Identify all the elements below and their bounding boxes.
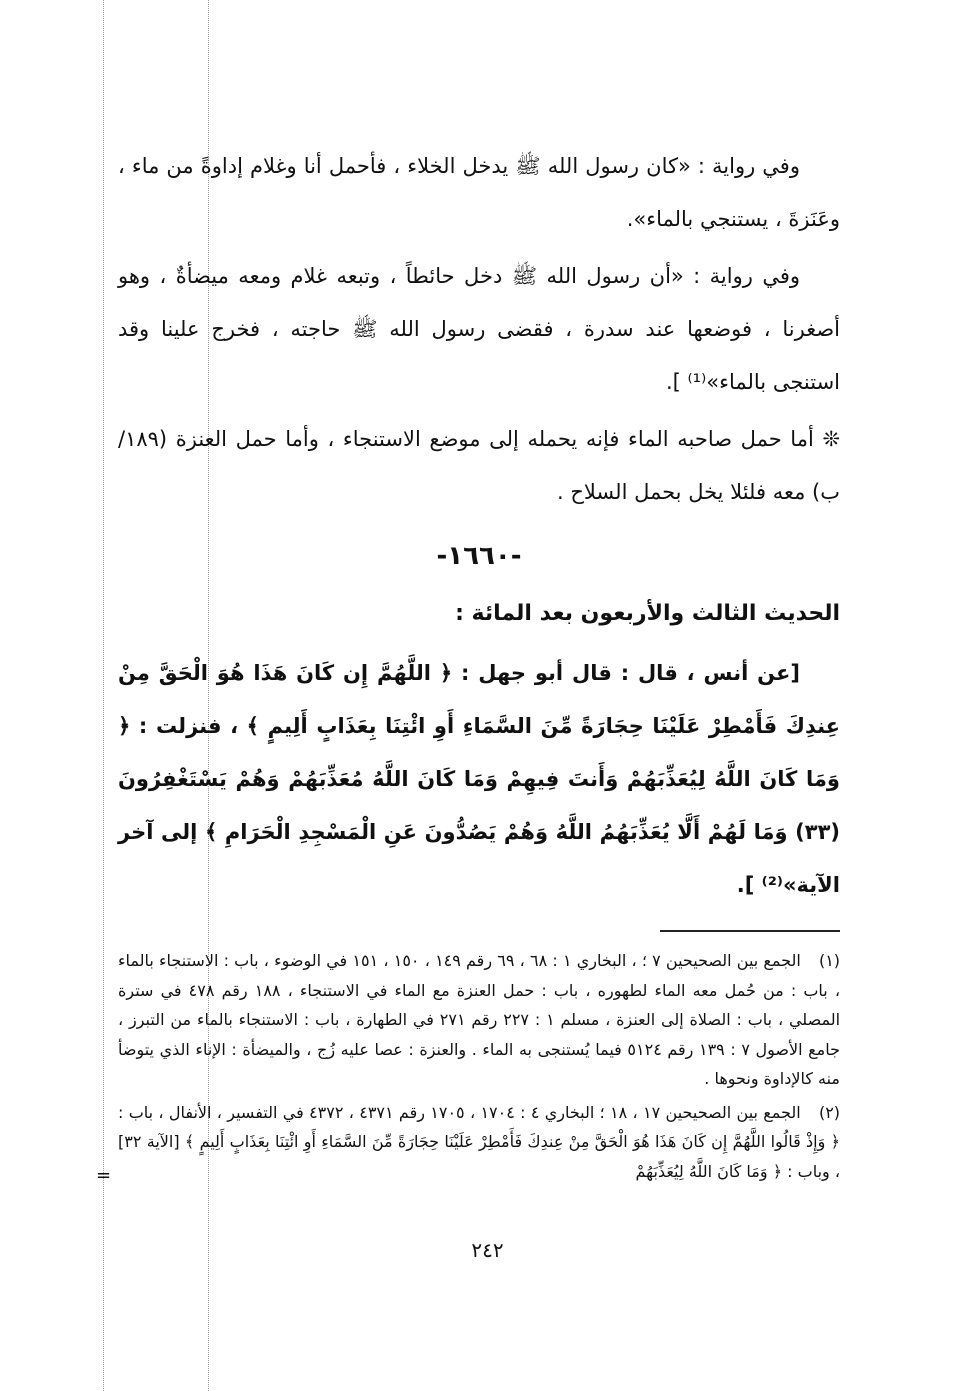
page-number: ٢٤٢	[471, 1238, 504, 1262]
page-body	[118, 140, 840, 1190]
footnotes	[118, 946, 840, 1186]
hadith-number: -١٦٦٠-	[436, 541, 522, 571]
paragraph-2: وفي رواية : «أن رسول الله ﷺ دخل حائطاً ، وتبعه غلام ومعه ميضأةٌ ، وهو أصغرنا ، فوضعها عند سدرة ، فقضى رسول الله ﷺ حاجته ، فخرج علينا وقد استنجى بالماء»⁽¹⁾ ].	[118, 264, 840, 394]
footnote-1	[118, 946, 840, 1094]
paragraph-3: ❊ أما حمل صاحبه الماء فإنه يحمله إلى موضع الاستنجاء ، وأما حمل العنزة (١٨٩/ ب) معه فلئلا يخل بحمل السلاح .	[118, 427, 840, 504]
hadith-text: [عن أنس ، قال : قال أبو جهل : ﴿ اللَّهُمَّ إِن كَانَ هَذَا هُوَ الْحَقَّ مِنْ عِندِكَ فَأَمْطِرْ عَلَيْنَا حِجَارَةً مِّنَ السَّمَاءِ أَوِ ائْتِنَا بِعَذَابٍ أَلِيمٍ ﴾ ، فنزلت : ﴿ وَمَا كَانَ اللَّهُ لِيُعَذِّبَهُمْ وَأَنتَ فِيهِمْ وَمَا كَانَ اللَّهُ مُعَذِّبَهُمْ وَهُمْ يَسْتَغْفِرُونَ (٣٣) وَمَا لَهُمْ أَلَّا يُعَذِّبَهُمُ اللَّهُ وَهُمْ يَصُدُّونَ عَنِ الْمَسْجِدِ الْحَرَامِ ﴾ إلى آخر الآية»⁽²⁾ ].	[118, 661, 840, 897]
footnote-2	[118, 1098, 840, 1187]
paragraph-1: وفي رواية : «كان رسول الله ﷺ يدخل الخلاء ، فأحمل أنا وغلام إداوةً من ماء ، وعَنَزةَ ، يستنجي بالماء».	[118, 154, 840, 231]
footnote-number: (١)	[818, 951, 841, 970]
footnote-text: الجمع بين الصحيحين ٧ ؛ ، البخاري ١ : ٦٨ ، ٦٩ رقم ١٤٩ ، ١٥٠ ، ١٥١ في الوضوء ، باب : الاستنجاء بالماء ، باب : من حُمل معه الماء لطهوره ، باب : حمل العنزة مع الماء في الاستنجاء ، ١٨٨ رقم ٤٧٨ في سترة المصلي ، باب : الصلاة إلى العنزة ، مسلم ١ : ٢٢٧ رقم ٢٧١ في الطهارة ، باب : الاستنجاء بالماء من التبرز ، جامع الأصول ٧ : ١٣٩ رقم ٥١٢٤ فيما يُستنجى به الماء . والعنزة : عصا عليه زُج ، والميضأة : الإناء الذي يتوضأ منه كالإداوة ونحوها .	[118, 951, 841, 1088]
continuation-mark: =	[96, 1165, 112, 1186]
footnote-number: (٢)	[818, 1102, 841, 1122]
footnote-divider	[660, 930, 840, 932]
section-heading: الحديث الثالث والأربعون بعد المائة :	[455, 601, 840, 626]
footnote-text: الجمع بين الصحيحين ١٧ ، ١٨ ؛ البخاري ٤ : ١٧٠٤ ، ١٧٠٥ رقم ٤٣٧١ ، ٤٣٧٢ في التفسير ، الأنفال ، باب : ﴿ وَإِذْ قَالُوا اللَّهُمَّ إِن كَانَ هَذَا هُوَ الْحَقَّ مِنْ عِندِكَ فَأَمْطِرْ عَلَيْنَا حِجَارَةً مِّنَ السَّمَاءِ أَوِ ائْتِنَا بِعَذَابٍ أَلِيمٍ ﴾ [الآية ٣٢] ، وباب : ﴿ وَمَا كَانَ اللَّهُ لِيُعَذِّبَهُمْ	[118, 1102, 840, 1181]
